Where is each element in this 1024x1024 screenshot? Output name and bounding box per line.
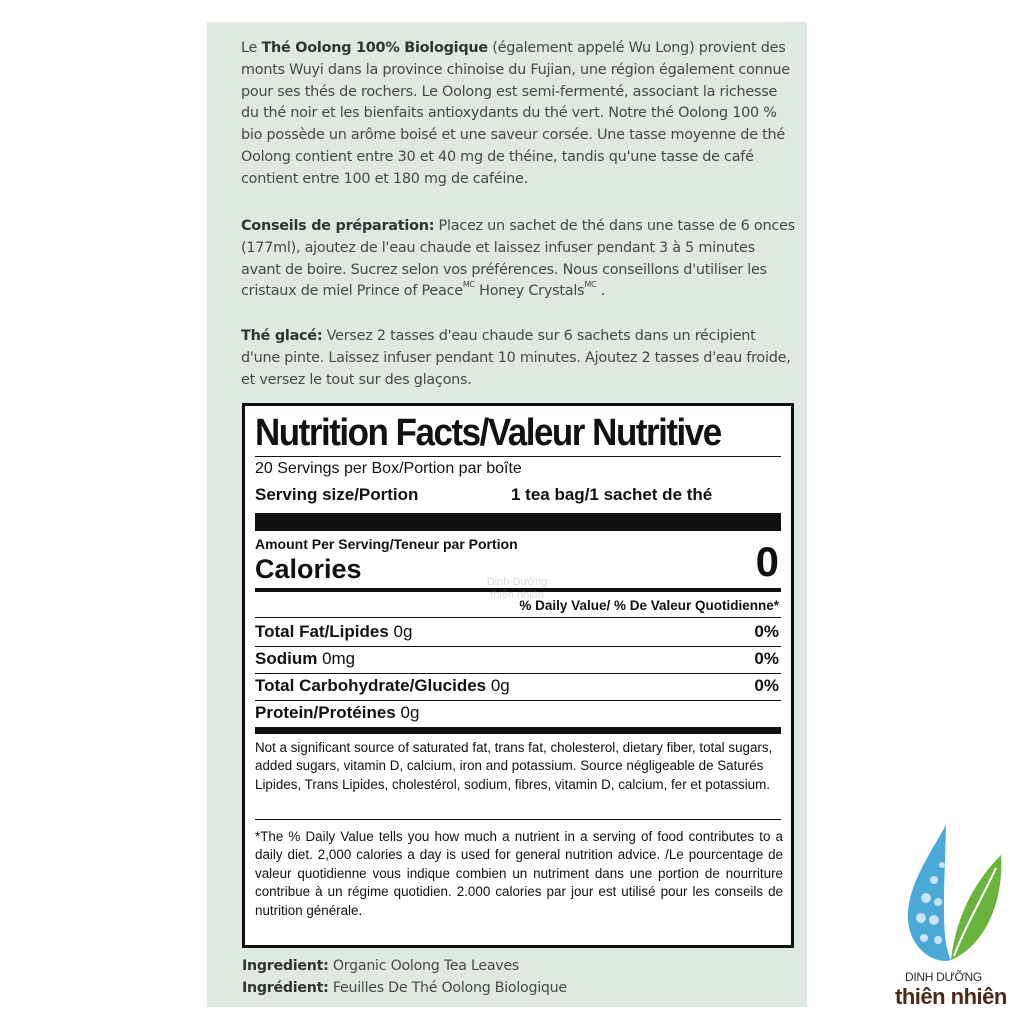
intro-paragraph: Le Thé Oolong 100% Biologique (également appelé Wu Long) provient des monts Wuyi dans la province chinoise du Fujian, une région également connue pour ses thés de rochers. Le Oolong est semi-fermenté, associant la richesse du thé noir et les bienfaits antioxydants du thé vert. Notre thé Oolong 100 % bio possède un arôme boisé et une saveur corsée. Une tasse moyenne de thé Oolong contient entre 30 et 40 mg de théine, tandis qu'une tasse de café contient entre 100 et 180 mg de caféine. <box>241 40 790 187</box>
nutrient-name: Protein/Protéines <box>255 703 396 722</box>
nutrition-title: Nutrition Facts/Valeur Nutritive <box>255 412 721 454</box>
divider <box>255 456 781 457</box>
nutrient-percent: 0% <box>754 622 779 641</box>
daily-value-header: % Daily Value/ % De Valeur Quotidienne* <box>519 598 779 613</box>
nutrient-amount: 0g <box>388 622 413 641</box>
nutrient-name: Total Fat/Lipides <box>255 622 389 641</box>
calories-value: 0 <box>755 538 779 585</box>
nutrient-row <box>255 622 779 646</box>
iced-tea-paragraph: Thé glacé: Versez 2 tasses d'eau chaude sur 6 sachets dans un récipient d'une pinte. Laissez infuser pendant 10 minutes. Ajoutez 2 tasses d'eau froide, et versez le tout sur des glaçons. <box>241 328 791 388</box>
ingredients <box>242 955 567 999</box>
product-name: Thé Oolong 100% Biologique <box>261 40 488 56</box>
amount-per-serving: Amount Per Serving/Teneur par Portion <box>255 536 518 552</box>
logo-text-top: DINH DƯỠNG <box>905 970 982 984</box>
iced-tea-heading: Thé glacé: <box>241 328 323 344</box>
watermark: Dinh Dưỡng thiên nhiên <box>486 576 548 601</box>
nutrient-name: Sodium <box>255 649 318 668</box>
divider <box>255 819 781 820</box>
nutrient-name: Total Carbohydrate/Glucides <box>255 676 487 695</box>
nutrient-percent: 0% <box>754 676 779 695</box>
serving-size-value: 1 tea bag/1 sachet de thé <box>511 485 713 504</box>
nutrition-facts-label <box>242 403 794 948</box>
logo-text-bottom: thiên nhiên <box>895 984 1007 1009</box>
divider <box>255 617 781 618</box>
ingredient-fr: Ingrédient: Feuilles De Thé Oolong Biologique <box>242 980 567 996</box>
preparation-paragraph: Conseils de préparation: Placez un sachet de thé dans une tasse de 6 onces (177ml), ajoutez de l'eau chaude et laissez infuser pendant 3 à 5 minutes avant de boire. Sucrez selon vos préférences. Nous conseillons d'utiliser les cristaux de miel Prince of Peace$^{MC}$ Honey Crystals$^{MC}$ . <box>241 218 795 300</box>
thick-divider <box>255 727 781 734</box>
serving-size-label: Serving size/Portion <box>255 485 419 504</box>
divider <box>255 700 781 701</box>
not-significant-note: Not a significant source of saturated fat, trans fat, cholesterol, dietary fiber, total sugars, added sugars, vitamin D, calcium, iron and potassium. Source négligeable de Saturés Lipides, Trans Lipides, cholestérol, sodium, fibres, vitamin D, calcium, fer et potassium. <box>255 740 773 792</box>
nutrient-percent: 0% <box>754 649 779 668</box>
daily-value-footnote: *The % Daily Value tells you how much a nutrient in a serving of food contributes to a daily diet. 2,000 calories a day is used for general nutrition advice. /Le pourcentage de valeur quotidienne vous indique combien un nutriment dans une portion de nourriture contribue à un régime quotidien. 2.000 calories par jour est utilisé pour les conseils de nutrition générale. <box>255 829 783 918</box>
nutrient-amount: 0mg <box>317 649 356 668</box>
servings-per-box: 20 Servings per Box/Portion par boîte <box>255 460 522 477</box>
preparation-heading: Conseils de préparation: <box>241 218 435 234</box>
ingredient-en: Ingredient: Organic Oolong Tea Leaves <box>242 958 520 974</box>
nutrient-row <box>255 676 779 700</box>
thick-divider <box>255 513 781 531</box>
nutrient-row <box>255 649 779 673</box>
nutrient-row <box>255 703 779 727</box>
divider <box>255 673 781 674</box>
nutrient-amount: 0g <box>395 703 420 722</box>
calories-label: Calories <box>255 554 362 584</box>
nutrient-amount: 0g <box>486 676 510 695</box>
divider <box>255 646 781 647</box>
